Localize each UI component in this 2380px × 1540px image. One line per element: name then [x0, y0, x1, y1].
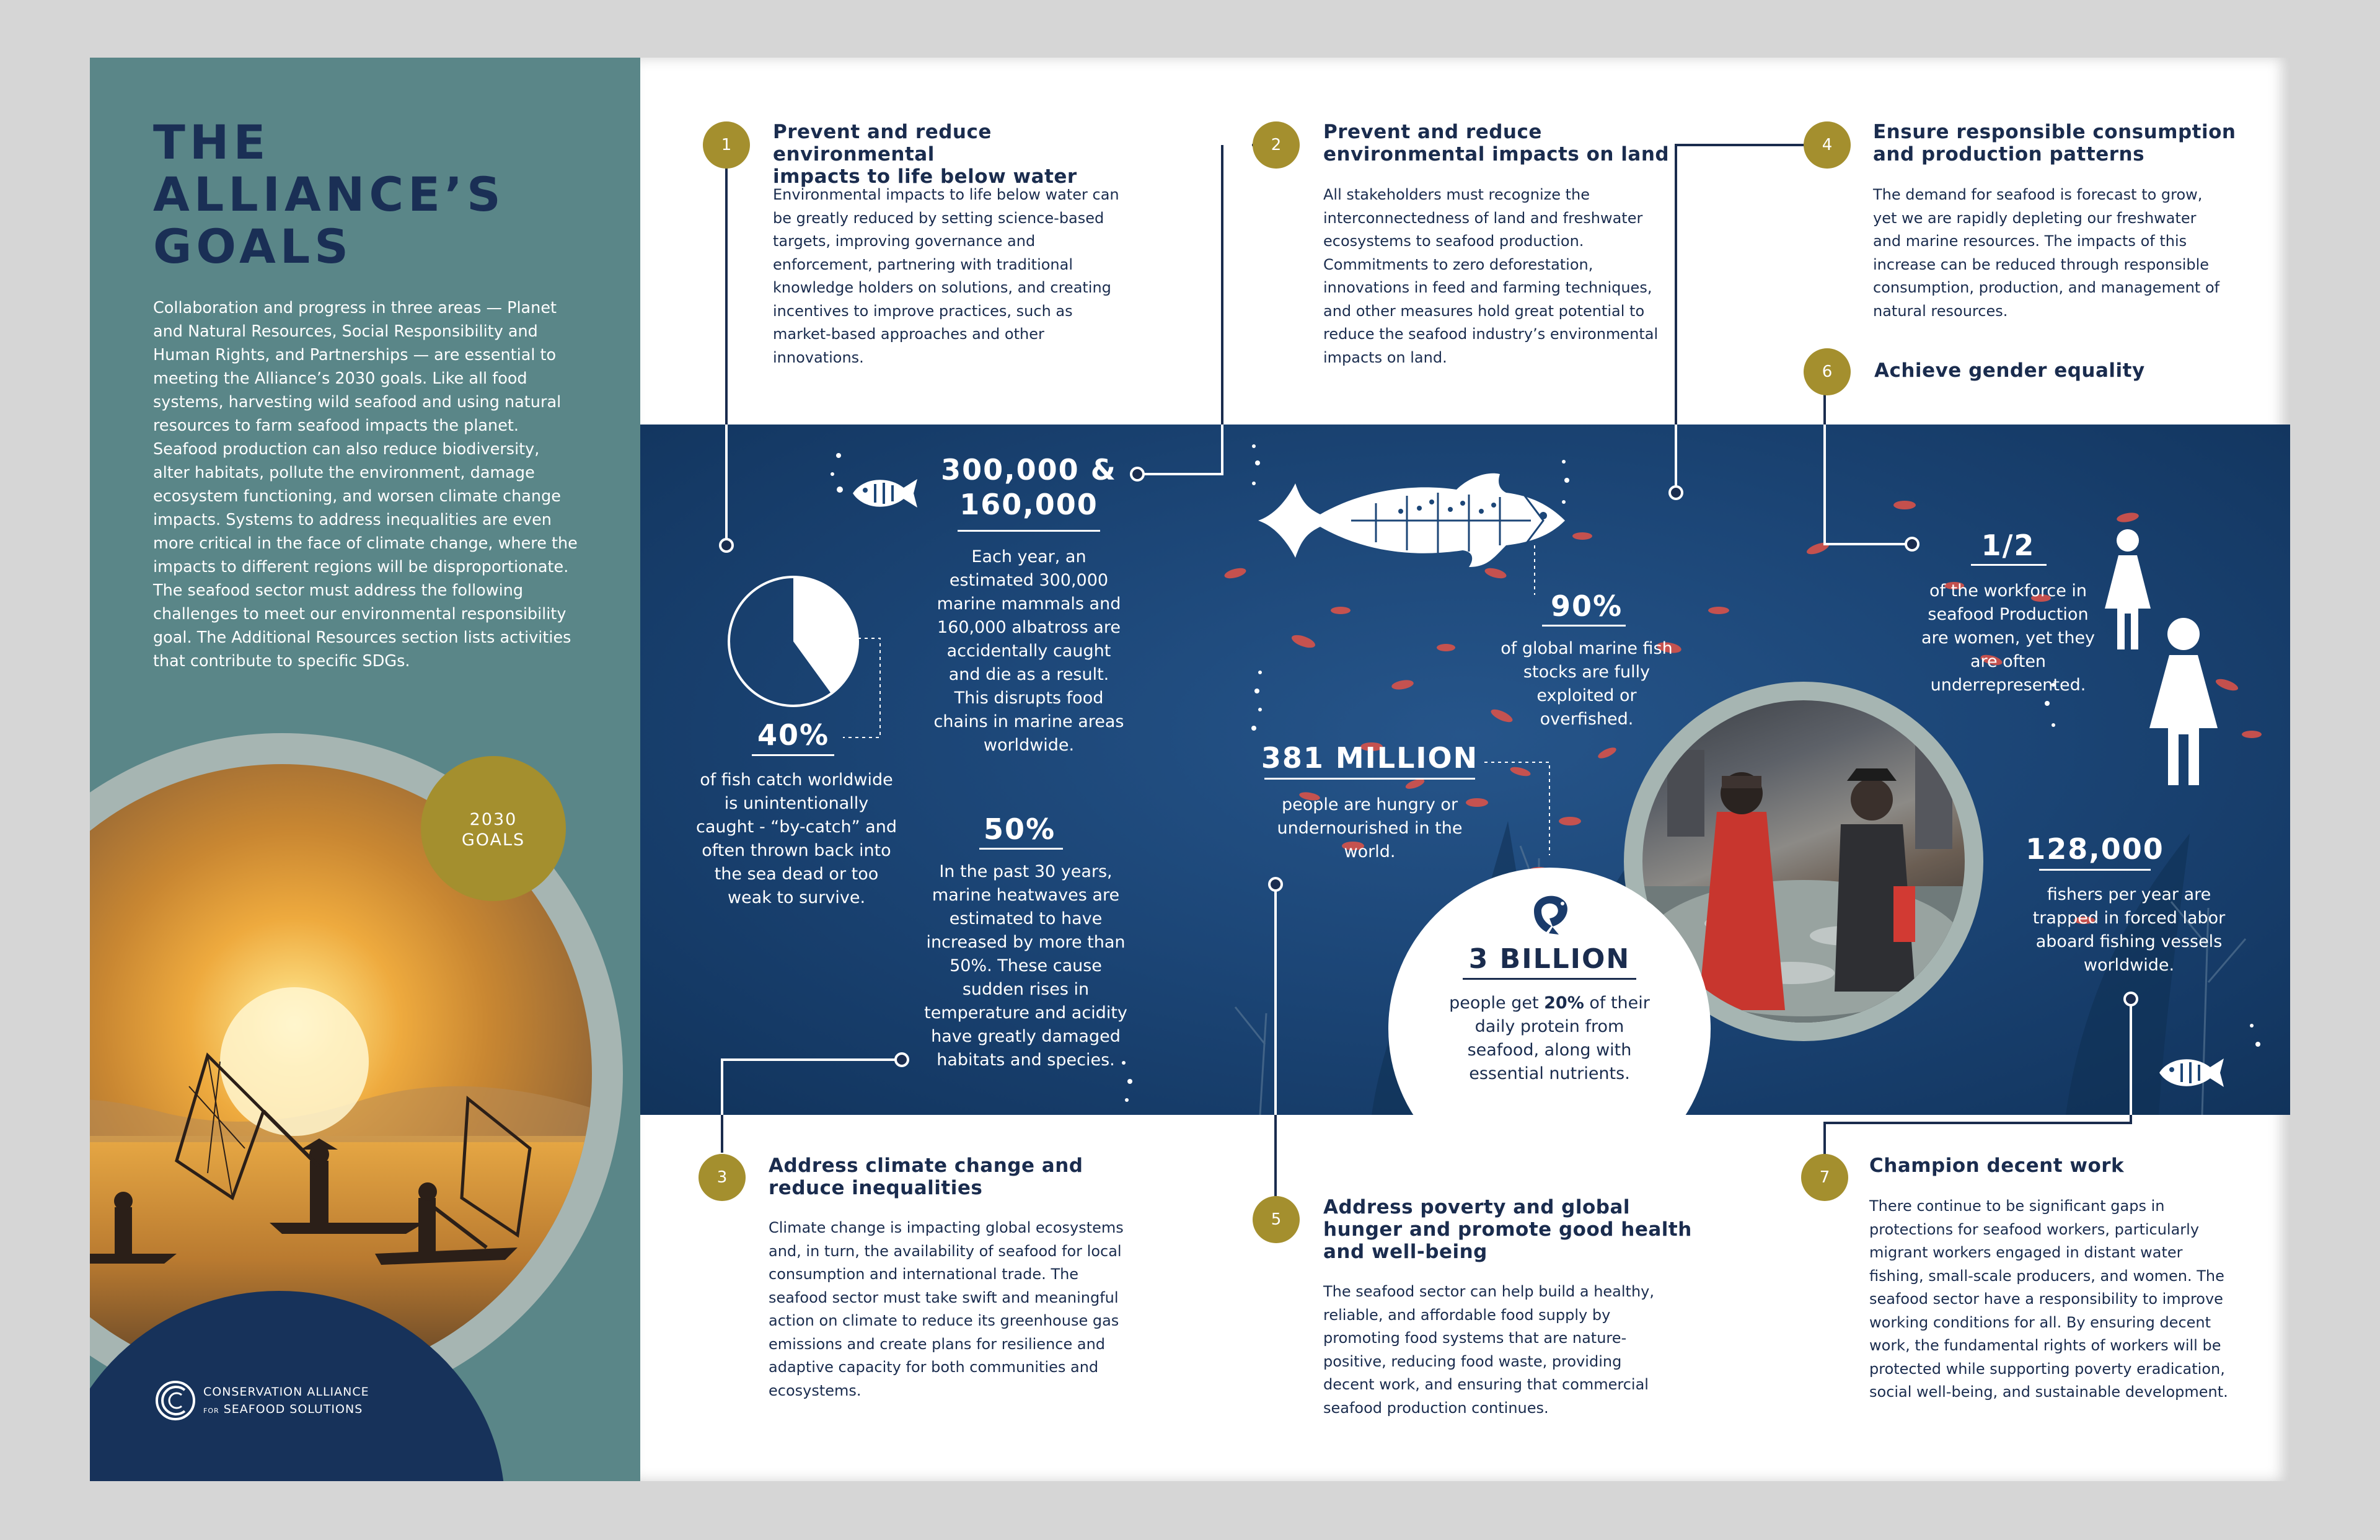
- fish-icon: [850, 474, 920, 513]
- goal-3-body: Climate change is impacting global ecosystems and, in turn, the availability of seafood for local consumption and international trade. The seafood sector must take swift and meaningful action on climate to reduce its greenhouse gas emissions and create plans for resilience and adaptive capacity for both communities and ecosystems.: [769, 1219, 1124, 1399]
- goal-3-title: [769, 1155, 1153, 1199]
- intro-paragraph: Collaboration and progress in three areas — Planet and Natural Resources, Social Responsibility and Human Rights, and Partnerships — are essential to meeting the Alliance’s 2030 goals. Like all food systems, harvesting wild seafood and using natural resources to farm seafood impacts the planet. Seafood production can also reduce biodiversity, alter habitats, pollute the environment, damage ecosystem functioning, and worsen climate change impacts. Systems to address inequalities are even more critical in the face of climate change, where the impacts to different regions will be disproportionate. The seafood sector must address the following challenges to meet our environmental responsibility goal. The Additional Resources section lists activities that contribute to specific SDGs.: [153, 299, 578, 671]
- protein-text-bold: 20%: [1544, 993, 1584, 1013]
- title-line: ALLIANCE’S: [153, 167, 505, 222]
- title-line: GOALS: [153, 219, 353, 274]
- goal-title-line: hunger and promote good health: [1323, 1218, 1692, 1241]
- forced-text: fishers per year are trapped in forced labor aboard fishing vessels worldwide.: [2032, 885, 2226, 975]
- goal-2-number: 2: [1253, 121, 1300, 169]
- goal-title-line: Address climate change and: [769, 1155, 1083, 1177]
- goal-title-line: Address poverty and global: [1323, 1196, 1631, 1218]
- goal-1-title: [773, 121, 1157, 188]
- goal-title-line: and production patterns: [1873, 143, 2145, 165]
- goal-2-body: All stakeholders must recognize the interconnectedness of land and freshwater ecosystems to seafood production. Commitments to zero deforestation, innovations in feed and farming techniques, and other measures hold great potential to reduce the seafood industry’s environmental impacts on land.: [1323, 186, 1659, 366]
- goal-1-body: Environmental impacts to life below water can be greatly reduced by setting science-based targets, improving governance and enforcement, partnering with traditional knowledge holders on solutions, and creating incentives to improve practices, such as market-based approaches and other innovations.: [773, 186, 1119, 366]
- goal-title-line: and well-being: [1323, 1241, 1488, 1263]
- title-line: THE: [153, 115, 270, 170]
- gender-text: of the workforce in seafood Production are women, yet they are often underrepresented.: [1921, 581, 2096, 695]
- heatwaves-underline: [979, 848, 1063, 850]
- gender-underline: [1971, 564, 2047, 566]
- mammals-underline: [958, 530, 1100, 532]
- goal-1-number: 1: [703, 121, 750, 169]
- exploited-value: 90%: [1550, 589, 1623, 623]
- mammals-value-line: 300,000 &: [941, 453, 1117, 486]
- protein-value: 3 BILLION: [1468, 943, 1631, 975]
- goal-title-line: Prevent and reduce environmental: [773, 121, 992, 165]
- goal-7-title: [1869, 1155, 2254, 1177]
- forced-underline: [2039, 869, 2151, 871]
- logo-text: CONSERVATION ALLIANCE: [203, 1385, 369, 1399]
- goal-6-number: 6: [1804, 348, 1851, 395]
- badge-line: 2030: [469, 810, 518, 829]
- goal-4-title: [1873, 121, 2257, 165]
- gender-value: 1/2: [1981, 529, 2035, 562]
- protein-text-part: people get: [1449, 993, 1545, 1013]
- woman-icon: [2143, 617, 2224, 787]
- logo-text: [203, 1402, 363, 1416]
- goal-6-title: [1874, 359, 2259, 382]
- goal-title-line: Ensure responsible consumption: [1873, 121, 2236, 143]
- forced-value: 128,000: [2025, 832, 2164, 866]
- protein-underline: [1463, 978, 1636, 980]
- goal-4-body: The demand for seafood is forecast to grow, yet we are rapidly depleting our freshwater and marine resources. The impacts of this increase can be reduced through responsible consumption, production, and management of natural resources.: [1873, 186, 2220, 320]
- bycatch-underline: [752, 754, 834, 756]
- goal-7-body: There continue to be significant gaps in protections for seafood workers, particularly migrant workers engaged in distant water fishing, small-scale producers, and women. The seafood sector have a responsibility to improve working conditions for all. By ensuring decent work, the fundamental rights of workers will be protected while supporting poverty eradication, social well-being, and sustainable development.: [1869, 1197, 2228, 1401]
- mammals-value: [917, 452, 1140, 522]
- protein-text-part: of their daily protein from seafood, along with essential nutrients.: [1467, 993, 1650, 1083]
- bycatch-text: of fish catch worldwide is unintentionally caught - “by-catch” and often thrown back into the sea dead or too weak to survive.: [696, 770, 897, 907]
- salmon-icon: [1252, 459, 1574, 583]
- exploited-underline: [1542, 625, 1626, 627]
- logo-text-small: FOR: [203, 1407, 219, 1415]
- goal-5-title: [1323, 1196, 1720, 1263]
- page-title: [153, 117, 587, 273]
- goal-2-title: [1323, 121, 1708, 165]
- mammals-value-line: 160,000: [959, 488, 1098, 521]
- logo-text-strong: SEAFOOD SOLUTIONS: [223, 1402, 363, 1416]
- goal-3-number: 3: [699, 1154, 746, 1201]
- bycatch-value: 40%: [757, 718, 830, 752]
- shrimp-icon: [1522, 886, 1577, 936]
- goal-title-line: Champion decent work: [1869, 1155, 2125, 1177]
- goal-title-line: Achieve gender equality: [1874, 359, 2145, 382]
- goal-5-body: The seafood sector can help build a healthy, reliable, and affordable food supply by promoting food systems that are nature-positive, reducing food waste, providing decent work, and ensuring that commercial seafood production continues.: [1323, 1283, 1655, 1417]
- goal-title-line: impacts to life below water: [773, 165, 1077, 188]
- goal-title-line: reduce inequalities: [769, 1177, 983, 1199]
- hungry-underline: [1264, 778, 1475, 780]
- heatwaves-value: 50%: [983, 812, 1056, 846]
- mammals-text: Each year, an estimated 300,000 marine mammals and 160,000 albatross are accidentally caught and die as a result. This disrupts food chains in marine areas worldwide.: [933, 547, 1124, 755]
- goal-7-number: 7: [1801, 1154, 1848, 1201]
- alliance-logo: [154, 1376, 464, 1426]
- badge-line: GOALS: [461, 830, 526, 850]
- goal-title-line: environmental impacts on land: [1323, 143, 1670, 165]
- hungry-value: 381 MILLION: [1261, 741, 1479, 775]
- heatwaves-text: In the past 30 years, marine heatwaves are estimated to have increased by more than 50%. These cause sudden rises in temperature and acidity have greatly damaged habitats and species.: [924, 862, 1127, 1070]
- hungry-text: people are hungry or undernourished in the world.: [1277, 795, 1463, 861]
- pie-chart-icon: [725, 573, 862, 710]
- left-panel: [90, 58, 640, 1481]
- goals-badge: [421, 756, 566, 901]
- goal-4-number: 4: [1804, 121, 1851, 169]
- goal-5-number: 5: [1253, 1196, 1300, 1243]
- fish-icon: [2157, 1054, 2226, 1092]
- exploited-text: of global marine fish stocks are fully exploited or overfished.: [1501, 639, 1673, 729]
- goal-title-line: Prevent and reduce: [1323, 121, 1542, 143]
- logo-icon: [154, 1379, 197, 1422]
- protein-text: [1438, 992, 1661, 1086]
